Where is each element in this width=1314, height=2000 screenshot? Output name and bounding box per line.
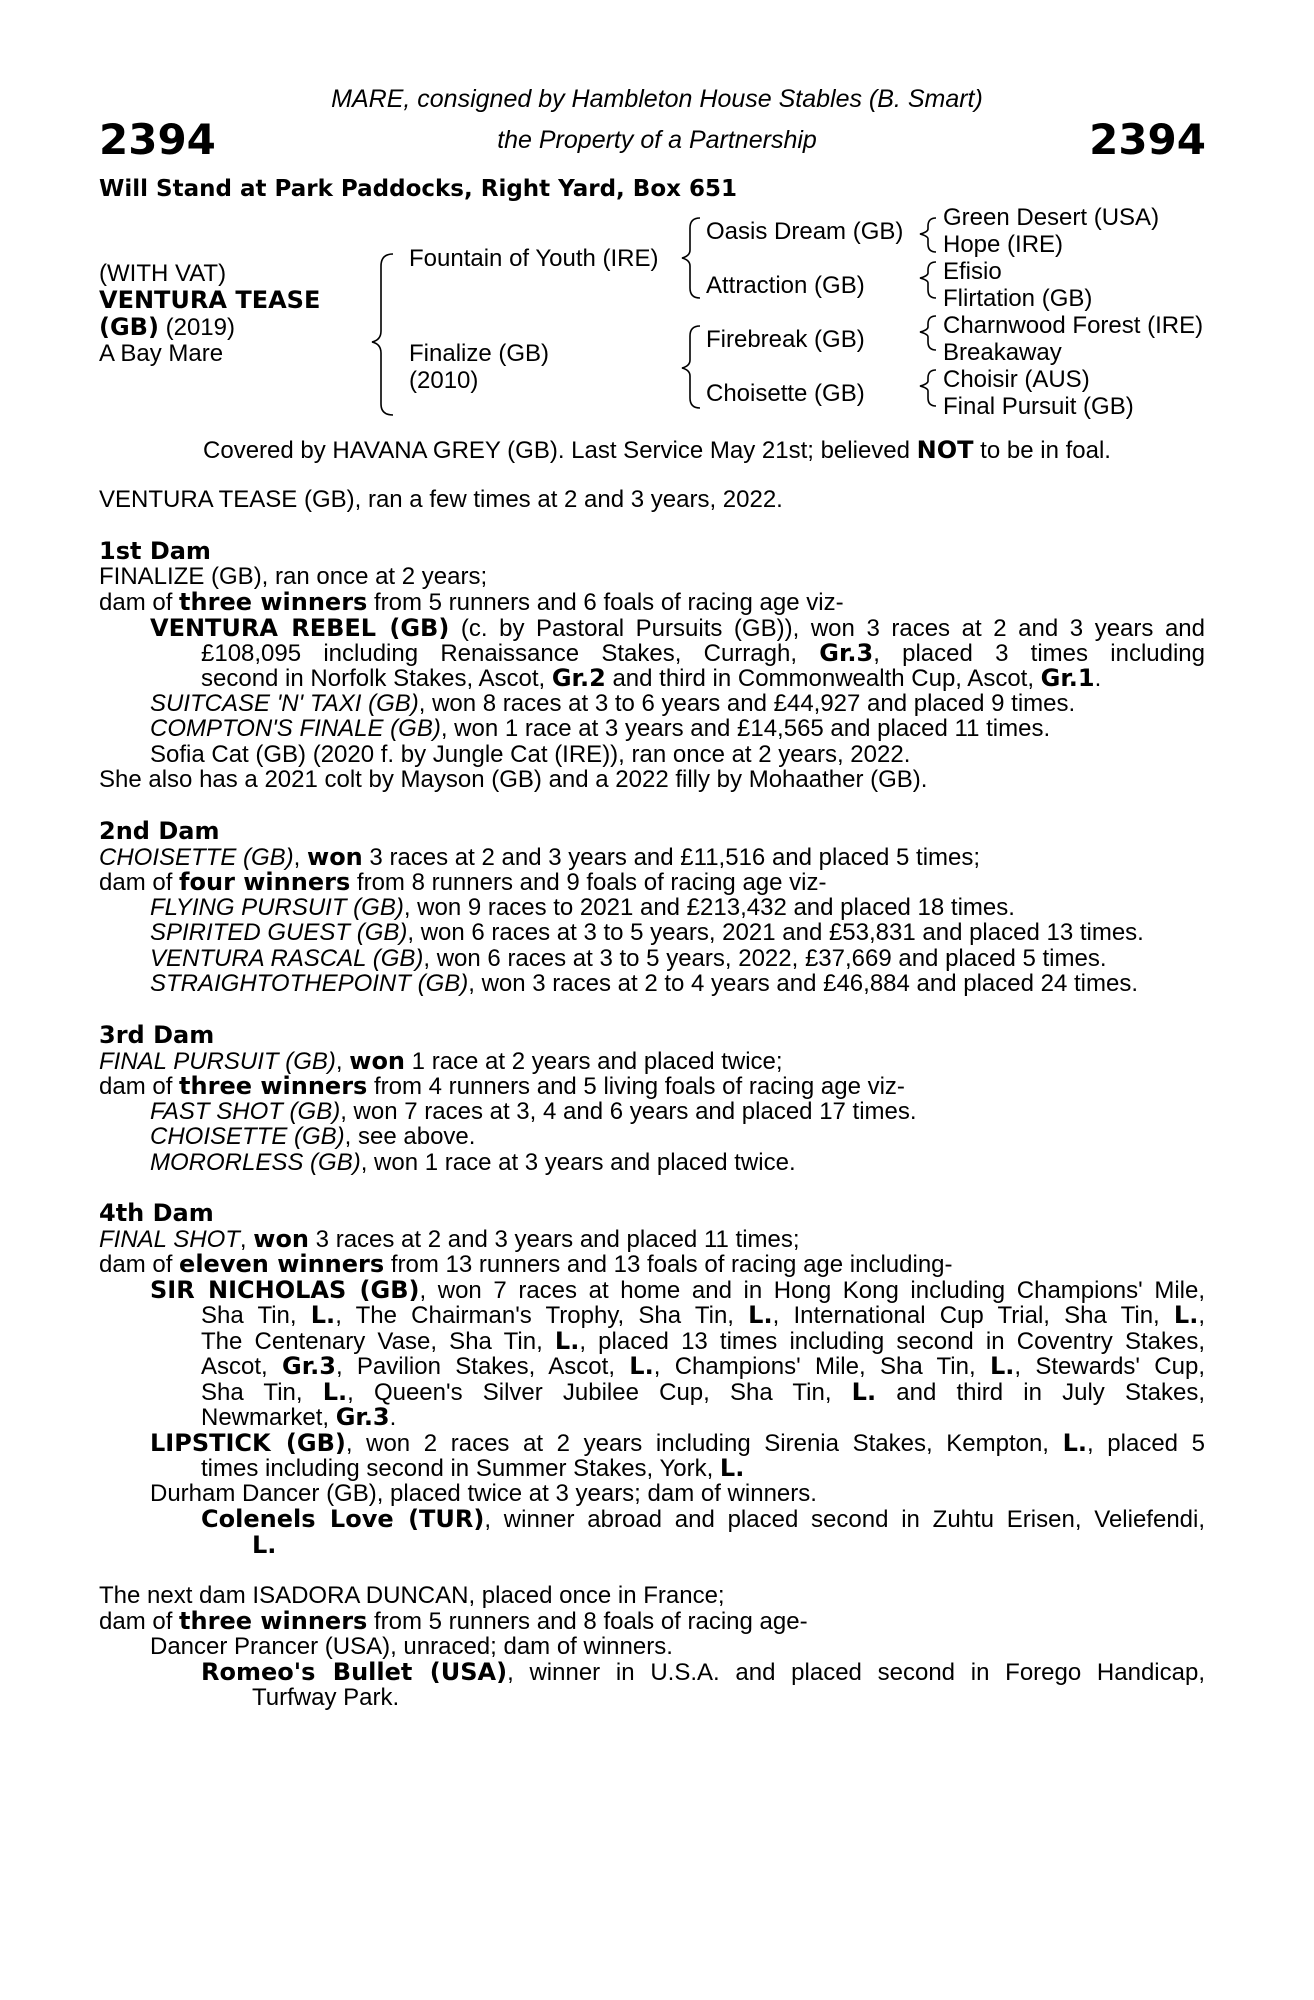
progeny-line: COMPTON'S FINALE (GB), won 1 race at 3 years and £14,565 and placed 11 times. — [150, 715, 1051, 742]
progeny-line: L. — [252, 1531, 277, 1559]
dam-produce-line: dam of eleven winners from 13 runners and 13 foals of racing age including- — [99, 1250, 953, 1278]
progeny-line: SIR NICHOLAS (GB), won 7 races at home and in Hong Kong including Champions' Mile, — [150, 1276, 1206, 1304]
horse-description: A Bay Mare — [99, 340, 224, 367]
granddam-maternal: Choisette (GB) — [706, 380, 865, 407]
progeny-line: SUITCASE 'N' TAXI (GB), won 8 races at 3 to 6 years and £44,927 and placed 9 times. — [150, 690, 1076, 717]
lot-number-right: 2394 — [1089, 115, 1206, 164]
dam-line: FINAL SHOT, won 3 races at 2 and 3 years and placed 11 times; — [99, 1225, 800, 1253]
race-summary: VENTURA TEASE (GB), ran a few times at 2 and 3 years, 2022. — [99, 486, 783, 513]
section-heading: 1st Dam — [99, 537, 211, 565]
also-line: She also has a 2021 colt by Mayson (GB) and a 2022 filly by Mohaather (GB). — [99, 766, 928, 793]
great-grandparent-2: Hope (IRE) — [943, 231, 1064, 258]
progeny-line: Turfway Park. — [252, 1684, 400, 1711]
great-grandparent-1: Green Desert (USA) — [943, 204, 1160, 231]
progeny-line: MORORLESS (GB), won 1 race at 3 years and placed twice. — [150, 1149, 796, 1176]
dam-line: FINAL PURSUIT (GB), won 1 race at 2 years and placed twice; — [99, 1047, 783, 1075]
vat-note: (WITH VAT) — [99, 260, 227, 287]
progeny-line: SPIRITED GUEST (GB), won 6 races at 3 to 5 years, 2021 and £53,831 and placed 13 times. — [150, 919, 1144, 946]
dam-produce-line: dam of four winners from 8 runners and 9 foals of racing age viz- — [99, 868, 827, 896]
dam-produce-line: dam of three winners from 5 runners and 6 foals of racing age viz- — [99, 588, 844, 616]
progeny-line: Newmarket, Gr.3. — [201, 1403, 397, 1431]
section-heading: 2nd Dam — [99, 817, 220, 845]
sire: Fountain of Youth (IRE) — [409, 245, 659, 272]
progeny-line: VENTURA REBEL (GB) (c. by Pastoral Pursuits (GB)), won 3 races at 2 and 3 years and — [150, 614, 1206, 642]
horse-origin — [99, 313, 235, 342]
progeny-line: Colenels Love (TUR), winner abroad and placed second in Zuhtu Erisen, Veliefendi, — [201, 1505, 1206, 1533]
consignor-line: MARE, consigned by Hambleton House Stables (B. Smart) — [331, 85, 983, 113]
great-grandparent-6: Breakaway — [943, 339, 1062, 366]
dam: Finalize (GB) — [409, 340, 550, 367]
progeny-line: VENTURA RASCAL (GB), won 6 races at 3 to 5 years, 2022, £37,669 and placed 5 times. — [150, 945, 1107, 972]
progeny-line: STRAIGHTOTHEPOINT (GB), won 3 races at 2 to 4 years and £46,884 and placed 24 times. — [150, 970, 1138, 997]
lot-number-left: 2394 — [99, 115, 216, 164]
property-line: the Property of a Partnership — [497, 126, 817, 154]
dam-line: CHOISETTE (GB), won 3 races at 2 and 3 years and £11,516 and placed 5 times; — [99, 843, 981, 871]
grandsire-paternal: Oasis Dream (GB) — [706, 218, 904, 245]
progeny-line: £108,095 including Renaissance Stakes, Curragh, Gr.3, placed 3 times including — [201, 639, 1205, 667]
great-grandparent-8: Final Pursuit (GB) — [943, 393, 1134, 420]
progeny-line: Sha Tin, L., The Chairman's Trophy, Sha Tin, L., International Cup Trial, Sha Tin, L., — [201, 1301, 1205, 1329]
progeny-line: second in Norfolk Stakes, Ascot, Gr.2 and third in Commonwealth Cup, Ascot, Gr.1. — [201, 664, 1102, 692]
progeny-line: Sofia Cat (GB) (2020 f. by Jungle Cat (IRE)), ran once at 2 years, 2022. — [150, 741, 911, 768]
granddam-paternal: Attraction (GB) — [706, 272, 865, 299]
progeny-line: Dancer Prancer (USA), unraced; dam of winners. — [150, 1633, 673, 1660]
dam-line: FINALIZE (GB), ran once at 2 years; — [99, 563, 488, 590]
progeny-line: Romeo's Bullet (USA), winner in U.S.A. and placed second in Forego Handicap, — [201, 1658, 1205, 1686]
great-grandparent-7: Choisir (AUS) — [943, 366, 1090, 393]
progeny-line: Sha Tin, L., Queen's Silver Jubilee Cup, Sha Tin, L. and third in July Stakes, — [201, 1378, 1205, 1406]
progeny-line: The Centenary Vase, Sha Tin, L., placed 13 times including second in Coventry Stakes, — [201, 1327, 1206, 1355]
progeny-line: FLYING PURSUIT (GB), won 9 races to 2021 and £213,432 and placed 18 times. — [150, 894, 1015, 921]
section-heading: 4th Dam — [99, 1199, 214, 1227]
dam-produce-line: dam of three winners from 4 runners and 5 living foals of racing age viz- — [99, 1072, 905, 1100]
progeny-line: Ascot, Gr.3, Pavilion Stakes, Ascot, L., Champions' Mile, Sha Tin, L., Stewards' Cup, — [201, 1352, 1205, 1380]
progeny-line: Durham Dancer (GB), placed twice at 3 years; dam of winners. — [150, 1480, 817, 1507]
dam-line: The next dam ISADORA DUNCAN, placed once in France; — [99, 1582, 725, 1609]
grandsire-maternal: Firebreak (GB) — [706, 326, 865, 353]
section-heading: 3rd Dam — [99, 1021, 215, 1049]
great-grandparent-5: Charnwood Forest (IRE) — [943, 312, 1204, 339]
horse-year: (2019) — [158, 314, 235, 341]
progeny-line: FAST SHOT (GB), won 7 races at 3, 4 and 6 years and placed 17 times. — [150, 1098, 917, 1125]
covered-line: Covered by HAVANA GREY (GB). Last Service May 21st; believed NOT to be in foal. — [203, 436, 1111, 464]
progeny-line: LIPSTICK (GB), won 2 races at 2 years including Sirenia Stakes, Kempton, L., placed 5 — [150, 1429, 1205, 1457]
not-emphasis: NOT — [916, 436, 974, 464]
horse-name: VENTURA TEASE — [99, 286, 321, 314]
dam-produce-line: dam of three winners from 5 runners and 8 foals of racing age- — [99, 1607, 808, 1635]
great-grandparent-3: Efisio — [943, 258, 1002, 285]
dam-year: (2010) — [409, 367, 479, 394]
progeny-line: CHOISETTE (GB), see above. — [150, 1123, 476, 1150]
horse-country: (GB) — [99, 313, 159, 341]
progeny-line: times including second in Summer Stakes, York, L. — [201, 1454, 745, 1482]
stand-location: Will Stand at Park Paddocks, Right Yard, Box 651 — [99, 176, 737, 202]
great-grandparent-4: Flirtation (GB) — [943, 285, 1093, 312]
